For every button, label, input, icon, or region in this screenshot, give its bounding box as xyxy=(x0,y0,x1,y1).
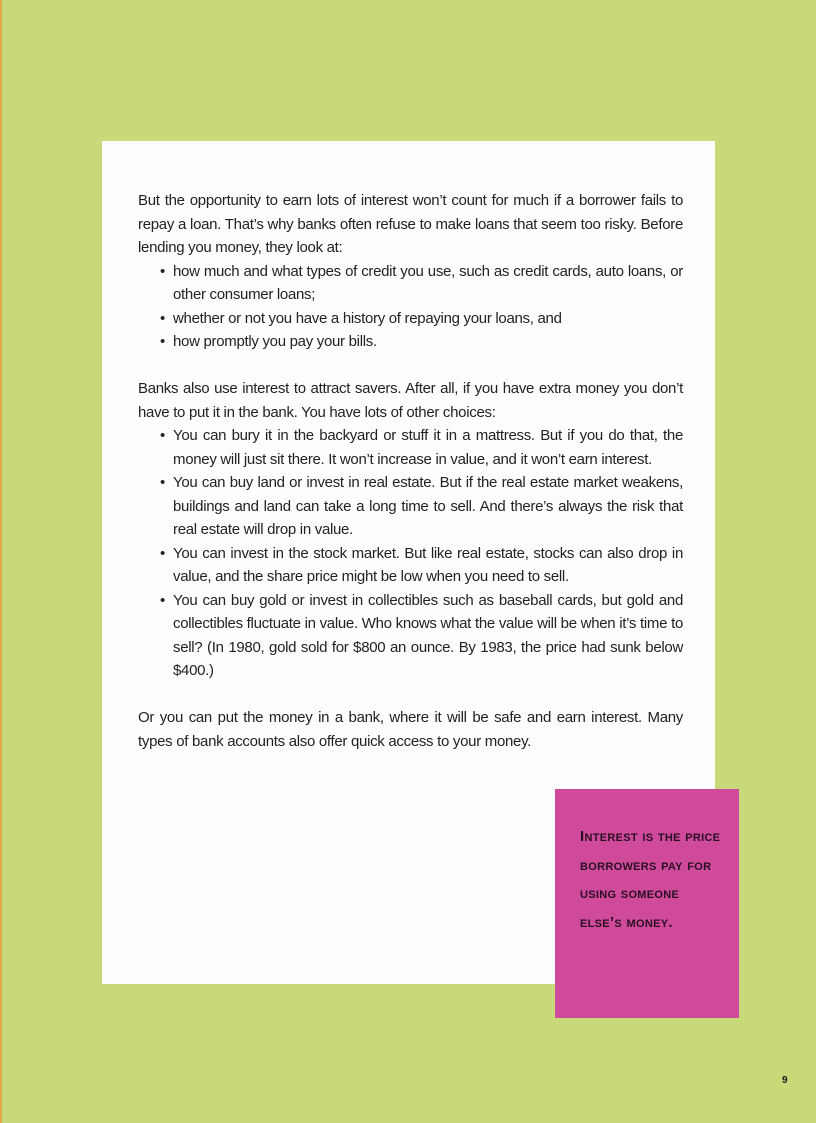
bullet-icon: • xyxy=(160,262,165,280)
list-item: • You can buy land or invest in real estate. But if the real estate market weakens, buildings and land can take a long time to sell. And there’s always the risk that real estate will drop in value. xyxy=(173,471,683,542)
closing-paragraph: Or you can put the money in a bank, where it will be safe and earn interest. Many types of bank accounts also offer quick access to your money. xyxy=(138,709,683,750)
list-item: • whether or not you have a history of repaying your loans, and xyxy=(173,307,683,331)
bullet-icon: • xyxy=(160,333,165,350)
bullet-icon: • xyxy=(160,474,165,491)
callout-box xyxy=(555,789,739,1018)
list-item: • how much and what types of credit you use, such as credit cards, auto loans, or other consumer loans; xyxy=(173,260,683,307)
list-item: • how promptly you pay your bills. xyxy=(173,330,683,354)
savers-paragraph: Banks also use interest to attract savers. After all, if you have extra money you don’t have to put it in the bank. You have lots of other choices: xyxy=(138,380,683,421)
callout-text: Interest is the price borrowers pay for using someone else’s money. xyxy=(580,828,721,931)
page-edge-stripe xyxy=(0,0,2,1123)
bullet-icon: • xyxy=(160,309,165,327)
article-body xyxy=(138,189,683,753)
intro-paragraph: But the opportunity to earn lots of interest won’t count for much if a borrower fails to repay a loan. That’s why banks often refuse to make loans that seem too risky. Before lending you money, they look at: xyxy=(138,192,683,256)
list-item: • You can invest in the stock market. But like real estate, stocks can also drop in value, and the share price might be low when you need to sell. xyxy=(173,542,683,589)
lending-checks-list xyxy=(138,260,683,354)
bullet-icon: • xyxy=(160,544,165,562)
saving-choices-list xyxy=(138,424,683,683)
page-number: 9 xyxy=(782,1075,788,1086)
list-item: • You can bury it in the backyard or stuff it in a mattress. But if you do that, the money will just sit there. It won’t increase in value, and it won’t earn interest. xyxy=(173,424,683,471)
bullet-icon: • xyxy=(160,591,165,609)
bullet-icon: • xyxy=(160,427,165,444)
list-item: • You can buy gold or invest in collectibles such as baseball cards, but gold and collectibles fluctuate in value. Who knows what the value will be when it’s time to sell? (In 1980, gold sold for $800 an ounce. By 1983, the price had sunk below $400.) xyxy=(173,589,683,683)
